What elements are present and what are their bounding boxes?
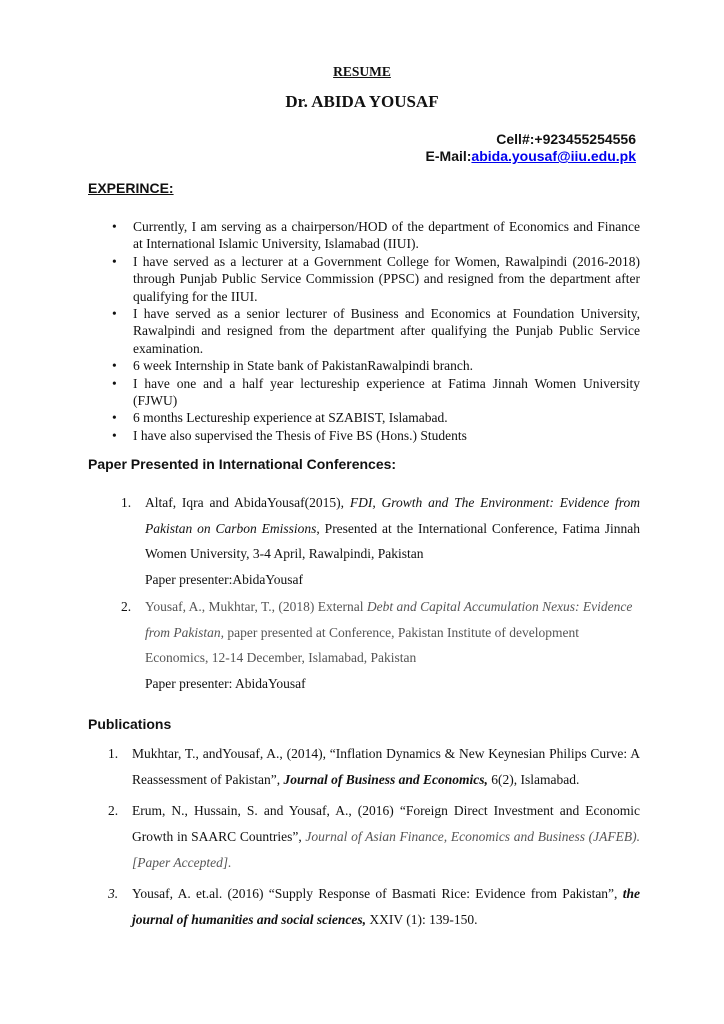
publication-journal: Journal of Business and Economics,: [283, 772, 488, 787]
publication-number: 3.: [108, 886, 119, 901]
person-name: Dr. ABIDA YOUSAF: [285, 92, 439, 111]
publication-item: [108, 741, 640, 793]
publications-heading: Publications: [88, 716, 172, 732]
publication-text: Yousaf, A. et.al. (2016) “Supply Response of Basmati Rice: Evidence from Pakistan”,: [132, 886, 623, 901]
experience-item: • I have served as a senior lecturer of Business and Economics at Foundation University, Rawalpindi and resigned from the department after qualifying the Punjab Public Service examination.: [112, 305, 640, 357]
cell-line: [496, 131, 636, 147]
email-label: E-Mail:: [425, 148, 472, 164]
publication-number: 1.: [108, 746, 119, 761]
paper-title: FDI, Growth and The Environment: Evidence from Pakistan on Carbon Emissions: [145, 495, 640, 536]
papers-list: [121, 490, 640, 697]
publication-tail: XXIV (1): 139-150.: [366, 912, 478, 927]
publication-journal: Journal of Asian Finance, Economics and Business (JAFEB). [Paper Accepted].: [132, 829, 641, 870]
experience-heading: EXPERINCE:: [88, 180, 174, 196]
experience-item: • Currently, I am serving as a chairperson/HOD of the department of Economics and Finance at International Islamic University, Islamabad (IIUI).: [112, 218, 640, 253]
paper-number: 1.: [121, 495, 132, 510]
paper-authors: Yousaf, A., Mukhtar, T., (2018) External: [145, 598, 367, 614]
paper-number: 2.: [121, 598, 132, 614]
email-link[interactable]: abida.yousaf@iiu.edu.pk: [471, 148, 636, 164]
email-line: [426, 148, 636, 164]
publication-tail: 6(2), Islamabad.: [487, 772, 580, 787]
cell-label: Cell#:: [496, 131, 535, 147]
paper-item: [121, 490, 640, 593]
paper-venue: paper presented at Conference, Pakistan Institute of development Economics, 12-14 December, Islamabad, Pakistan: [145, 624, 580, 666]
publication-item: [108, 798, 641, 876]
paper-title: Debt and Capital Accumulation Nexus: Evidence from Pakistan,: [145, 598, 633, 640]
paper-venue: , Presented at the International Conference, Fatima Jinnah Women University, 3-4 April, Rawalpindi, Pakistan: [145, 520, 640, 562]
publication-text: Mukhtar, T., andYousaf, A., (2014), “Inflation Dynamics & New Keynesian Philips Curve: A Reassessment of Pakistan”,: [132, 746, 640, 787]
experience-item: • I have served as a lecturer at a Government College for Women, Rawalpindi (2016-2018) through Punjab Public Service Commission (PPSC) and resigned from the department after qualifying for the IIUI.: [112, 253, 640, 305]
experience-item: • I have also supervised the Thesis of Five BS (Hons.) Students: [112, 427, 640, 444]
papers-heading: Paper Presented in International Conferences:: [88, 456, 397, 472]
document-title: RESUME: [333, 64, 391, 79]
publication-text: Erum, N., Hussain, S. and Yousaf, A., (2016) “Foreign Direct Investment and Economic Growth in SAARC Countries”,: [132, 803, 640, 844]
paper-presenter: Paper presenter: AbidaYousaf: [145, 675, 306, 691]
cell-value: +923455254556: [534, 131, 636, 147]
paper-presenter: Paper presenter:AbidaYousaf: [145, 572, 303, 588]
publications-list: [108, 741, 641, 938]
publication-journal: the journal of humanities and social sciences,: [132, 886, 640, 927]
experience-list: [112, 218, 640, 444]
experience-item: • 6 week Internship in State bank of PakistanRawalpindi branch.: [112, 357, 640, 374]
publication-number: 2.: [108, 803, 119, 818]
publication-item: [108, 881, 640, 933]
paper-item: [121, 594, 640, 697]
paper-authors: Altaf, Iqra and AbidaYousaf(2015),: [145, 495, 350, 510]
experience-item: • I have one and a half year lectureship experience at Fatima Jinnah Women University (FJWU): [112, 375, 640, 410]
experience-item: • 6 months Lectureship experience at SZABIST, Islamabad.: [112, 409, 640, 426]
